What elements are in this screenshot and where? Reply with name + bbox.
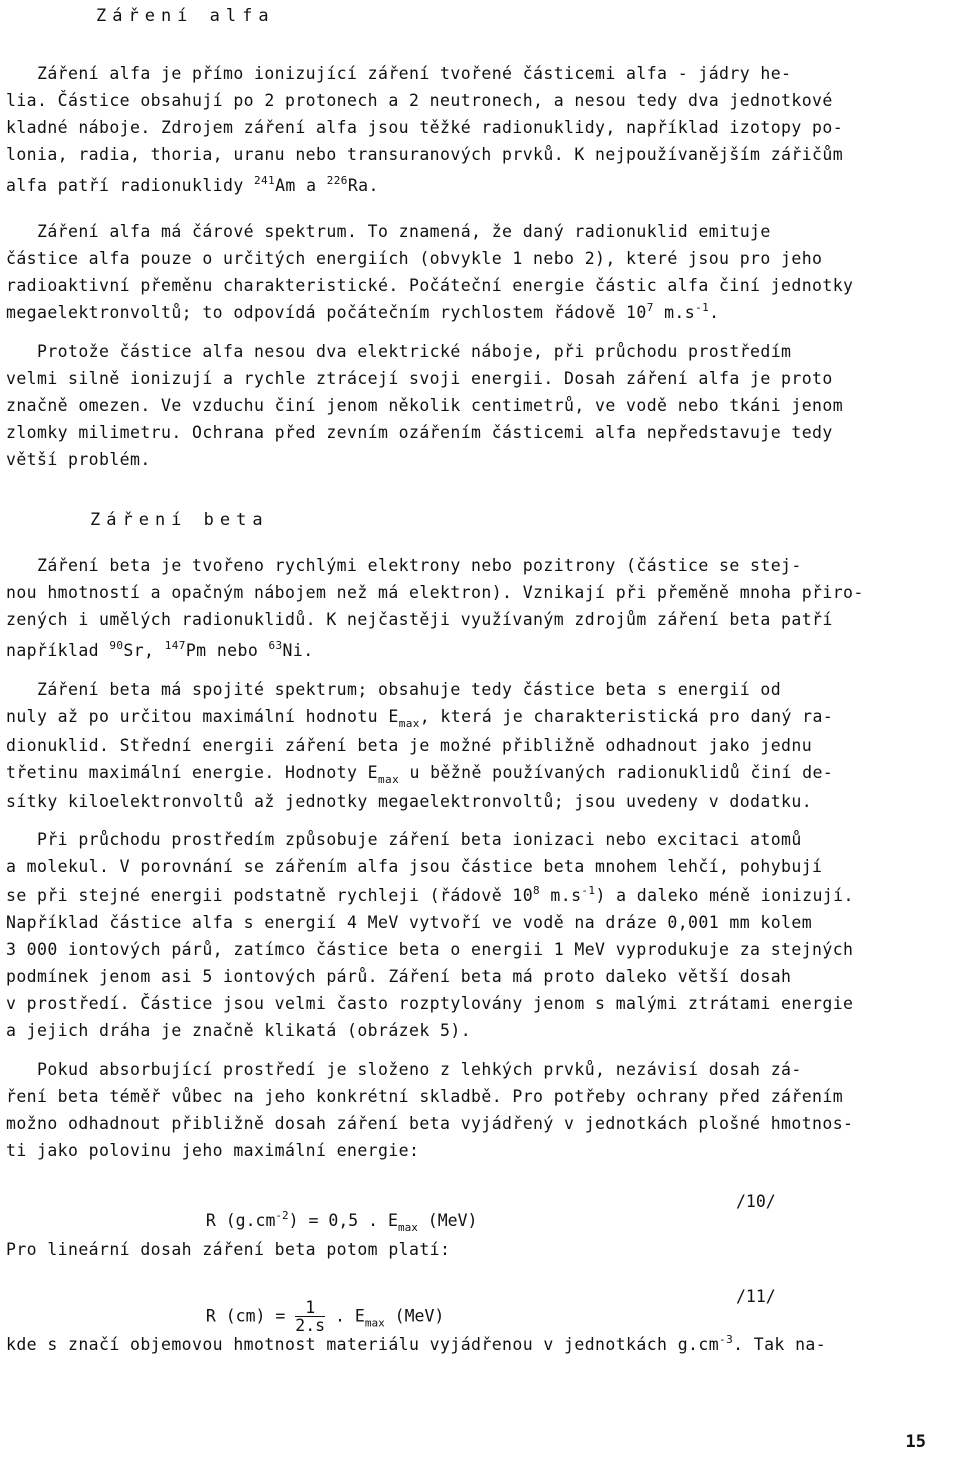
text-line: zených i umělých radionuklidů. K nejčastěji využívaným zdrojům záření beta patří bbox=[6, 610, 833, 629]
text-line: lia. Částice obsahují po 2 protonech a 2 neutronech, a nesou tedy dva jednotkové bbox=[6, 91, 833, 110]
equation-11: R (cm) = $\frac{1}{2.s}$ . $E_{max}$ (MeV) bbox=[205, 1298, 445, 1336]
text-line: dionuklid. Střední energii záření beta je možné přibližně odhadnout jako jednu bbox=[6, 736, 813, 755]
text-line: v prostředí. Částice jsou velmi často rozptylovány jenom s malými ztrátami energie bbox=[6, 994, 854, 1013]
text-line: Záření alfa má čárové spektrum. To znamená, že daný radionuklid emituje bbox=[6, 222, 771, 241]
text-line: podmínek jenom asi 5 iontových párů. Záření beta má proto daleko větší dosah bbox=[6, 967, 792, 986]
text-line: zlomky milimetru. Ochrana před zevním ozářením částicemi alfa nepředstavuje tedy bbox=[6, 423, 833, 442]
text-line: alfa patří radionuklidy $^{241}$Am a $^{226}$Ra. bbox=[6, 174, 379, 195]
text-line: sítky kiloelektronvoltů až jednotky megaelektronvoltů; jsou uvedeny v dodatku. bbox=[6, 792, 813, 811]
text-line: Protože částice alfa nesou dva elektrické náboje, při průchodu prostředím bbox=[6, 342, 792, 361]
text-line: Pro lineární dosah záření beta potom platí: bbox=[6, 1240, 451, 1259]
text-line: a jejich dráha je značně klikatá (obrázek 5). bbox=[6, 1021, 472, 1040]
text-line: a molekul. V porovnání se zářením alfa jsou částice beta mnohem lehčí, pohybují bbox=[6, 857, 823, 876]
text-line: Pokud absorbující prostředí je složeno z lehkých prvků, nezávisí dosah zá- bbox=[6, 1060, 802, 1079]
text-line: radioaktivní přeměnu charakteristické. Počáteční energie částic alfa činí jednotky bbox=[6, 276, 854, 295]
text-line: ti jako polovinu jeho maximální energie: bbox=[6, 1141, 420, 1160]
text-line: možno odhadnout přibližně dosah záření beta vyjádřený v jednotkách plošné hmotnos- bbox=[6, 1114, 854, 1133]
text-line: ření beta téměř vůbec na jeho konkrétní skladbě. Pro potřeby ochrany před zářením bbox=[6, 1087, 844, 1106]
text-line: Záření alfa je přímo ionizující záření tvořené částicemi alfa - jádry he- bbox=[6, 64, 792, 83]
text-line: větší problém. bbox=[6, 450, 151, 469]
heading-alpha: Záření alfa bbox=[96, 6, 275, 26]
text-line: velmi silně ionizují a rychle ztrácejí svoji energii. Dosah záření alfa je proto bbox=[6, 369, 833, 388]
text-line: částice alfa pouze o určitých energiích (obvykle 1 nebo 2), které jsou pro jeho bbox=[6, 249, 823, 268]
text-line: Záření beta je tvořeno rychlými elektrony nebo pozitrony (částice se stej- bbox=[6, 556, 802, 575]
equation-number-10: /10/ bbox=[736, 1192, 776, 1211]
text-line: kde s značí objemovou hmotnost materiálu vyjádřenou v jednotkách $g.cm^{-3}$. Tak na- bbox=[6, 1333, 827, 1354]
text-line: megaelektronvoltů; to odpovídá počátečním rychlostem řádově $10^7$ $m.s^{-1}$. bbox=[6, 301, 720, 322]
text-line: Při průchodu prostředím způsobuje záření beta ionizaci nebo excitaci atomů bbox=[6, 830, 802, 849]
heading-beta: Záření beta bbox=[90, 510, 269, 530]
text-line: 3 000 iontových párů, zatímco částice beta o energii 1 MeV vyprodukuje za stejných bbox=[6, 940, 854, 959]
text-line: nou hmotností a opačným nábojem než má elektron). Vznikají při přeměně mnoha přiro- bbox=[6, 583, 864, 602]
text-line: se při stejné energii podstatně rychleji (řádově $10^8$ $m.s^{-1}$) a daleko méně ionizují. bbox=[6, 884, 854, 905]
text-line: nuly až po určitou maximální hodnotu $E_{max}$, která je charakteristická pro daný ra- bbox=[6, 707, 834, 730]
page-number: 15 bbox=[905, 1432, 926, 1452]
fraction: $\frac{1}{2.s}$ bbox=[295, 1298, 326, 1336]
text-line: Například částice alfa s energií 4 MeV vytvoří ve vodě na dráze 0,001 mm kolem bbox=[6, 913, 813, 932]
text-line: Záření beta má spojité spektrum; obsahuje tedy částice beta s energií od bbox=[6, 680, 782, 699]
text-line: třetinu maximální energie. Hodnoty $E_{max}$ u běžně používaných radionuklidů činí de- bbox=[6, 763, 834, 786]
equation-10: R $(g.cm^{-2}) = 0,5$ . $E_{max}$ (MeV) bbox=[205, 1209, 478, 1234]
text-line: například $^{90}$Sr, $^{147}$Pm nebo $^{63}$Ni. bbox=[6, 639, 314, 660]
text-line: kladné náboje. Zdrojem záření alfa jsou těžké radionuklidy, například izotopy po- bbox=[6, 118, 844, 137]
text-line: značně omezen. Ve vzduchu činí jenom několik centimetrů, ve vodě nebo tkáni jenom bbox=[6, 396, 844, 415]
text-line: lonia, radia, thoria, uranu nebo transuranových prvků. K nejpoužívanějším zářičům bbox=[6, 145, 844, 164]
equation-number-11: /11/ bbox=[736, 1287, 776, 1306]
